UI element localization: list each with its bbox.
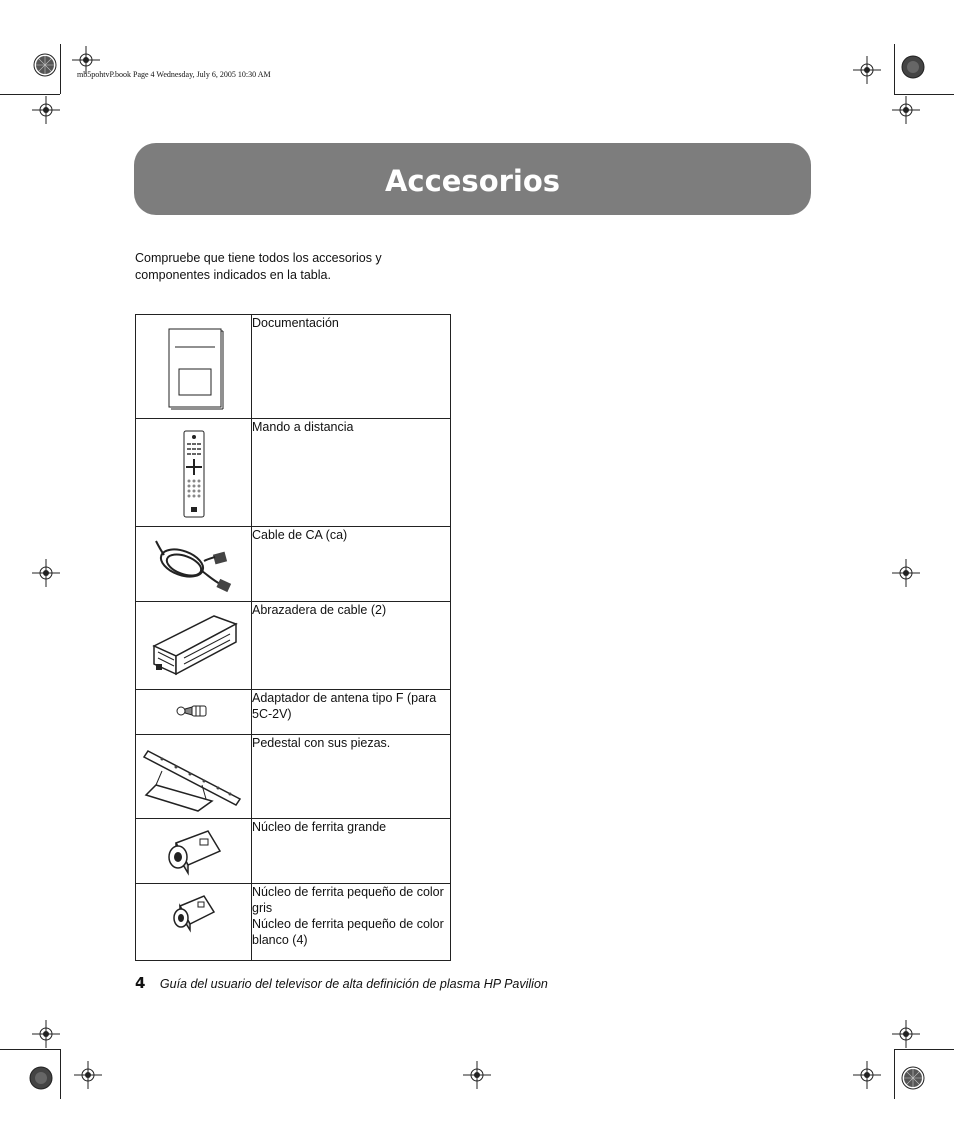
footer-guide-title: Guía del usuario del televisor de alta definición de plasma HP Pavilion [159, 977, 548, 991]
table-row [136, 527, 451, 602]
crosshair-target-icon [32, 1020, 60, 1048]
accessory-label: Cable de CA (ca) [252, 527, 451, 602]
documentation-icon [159, 323, 229, 413]
table-row [136, 690, 451, 735]
crop-line [60, 44, 61, 94]
crosshair-target-icon [463, 1061, 491, 1089]
image-cell [136, 527, 252, 602]
intro-paragraph: Compruebe que tiene todos los accesorios y componentes indicados en la tabla. [135, 251, 382, 282]
pedestal-icon [142, 741, 246, 813]
registration-mark-icon [26, 1063, 56, 1093]
image-cell [136, 735, 252, 819]
accessory-label-cell [252, 884, 451, 961]
image-cell [136, 602, 252, 690]
crosshair-target-icon [853, 56, 881, 84]
accessory-label: Adaptador de antena tipo F (para 5C-2V) [252, 690, 451, 735]
crosshair-target-icon [892, 1020, 920, 1048]
registration-mark-icon [30, 50, 60, 80]
crop-line [894, 44, 895, 94]
cable-clamp-icon [144, 606, 244, 686]
image-cell [136, 884, 252, 961]
crosshair-target-icon [853, 1061, 881, 1089]
crosshair-target-icon [892, 96, 920, 124]
table-row [136, 735, 451, 819]
accessory-label: Núcleo de ferrita pequeño de color gris [252, 885, 444, 915]
accessory-label: Documentación [252, 315, 451, 419]
crop-line [894, 1049, 954, 1050]
crop-line [894, 1049, 895, 1099]
crosshair-target-icon [32, 559, 60, 587]
table-row [136, 419, 451, 527]
table-row [136, 315, 451, 419]
accessory-label: Abrazadera de cable (2) [252, 602, 451, 690]
crop-line [0, 1049, 60, 1050]
registration-mark-icon [898, 1063, 928, 1093]
image-cell [136, 315, 252, 419]
crop-line [894, 94, 954, 95]
small-ferrite-core-icon [170, 892, 218, 936]
image-cell [136, 690, 252, 735]
crosshair-target-icon [32, 96, 60, 124]
large-ferrite-core-icon [164, 825, 224, 877]
remote-control-icon [179, 429, 209, 519]
accessory-label: Núcleo de ferrita grande [252, 819, 451, 884]
crosshair-target-icon [74, 1061, 102, 1089]
accessory-label: Núcleo de ferrita pequeño de color blanco (4) [252, 917, 444, 947]
image-cell [136, 819, 252, 884]
table-row [136, 602, 451, 690]
accessory-label: Pedestal con sus piezas. [252, 735, 451, 819]
page-footer [135, 974, 548, 993]
crop-line [0, 94, 60, 95]
table-row [136, 819, 451, 884]
page-title: Accesorios [384, 164, 561, 198]
accessories-table [135, 314, 451, 961]
title-banner [134, 143, 811, 215]
crosshair-target-icon [892, 559, 920, 587]
antenna-adapter-icon [174, 701, 214, 721]
image-cell [136, 419, 252, 527]
ac-cable-icon [152, 533, 236, 597]
crop-line [60, 1049, 61, 1099]
accessory-label: Mando a distancia [252, 419, 451, 527]
print-header-meta: mb5pohtvP.book Page 4 Wednesday, July 6, 2005 10:30 AM [77, 70, 271, 79]
registration-mark-icon [898, 52, 928, 82]
table-row [136, 884, 451, 961]
page-number: 4 [135, 974, 146, 992]
